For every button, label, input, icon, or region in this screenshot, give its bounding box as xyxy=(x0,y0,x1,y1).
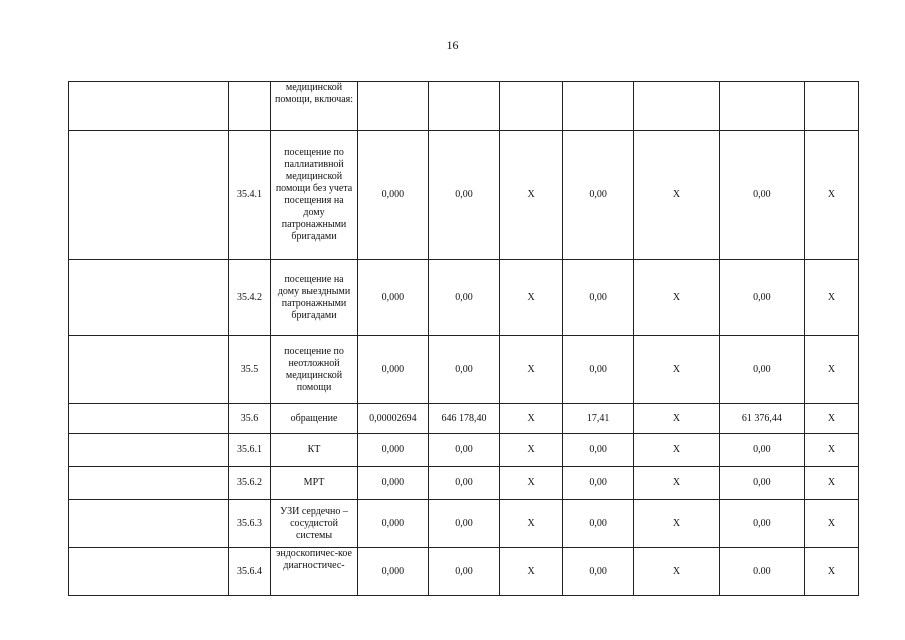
row-name-cell: эндоскопичес-кое диагностичес- xyxy=(271,548,357,596)
blank-cell xyxy=(69,131,229,260)
value-cell: X xyxy=(500,260,563,336)
row-id-cell: 35.4.1 xyxy=(228,131,271,260)
value-cell: 0,00 xyxy=(428,548,499,596)
value-cell xyxy=(357,82,428,131)
table-row xyxy=(69,434,859,467)
value-cell: 0,00 xyxy=(719,336,804,404)
table-row xyxy=(69,467,859,500)
value-cell xyxy=(719,82,804,131)
value-cell: 0,00 xyxy=(428,467,499,500)
value-cell xyxy=(428,82,499,131)
table-row xyxy=(69,500,859,548)
value-cell: 0,00 xyxy=(563,260,634,336)
blank-cell xyxy=(69,404,229,434)
blank-cell xyxy=(69,548,229,596)
value-cell: 0,00 xyxy=(719,434,804,467)
value-cell: 646 178,40 xyxy=(428,404,499,434)
value-cell: X xyxy=(500,404,563,434)
value-cell: 0,00 xyxy=(719,131,804,260)
value-cell: X xyxy=(805,336,859,404)
value-cell: 0,000 xyxy=(357,500,428,548)
value-cell: X xyxy=(500,467,563,500)
row-name-cell: посещение по неотложной медицинской помощи xyxy=(271,336,357,404)
row-id-cell: 35.5 xyxy=(228,336,271,404)
value-cell: X xyxy=(805,548,859,596)
value-cell: 0,00 xyxy=(428,336,499,404)
row-name-cell: посещение по паллиативной медицинской помощи без учета посещения на дому патронажными бригадами xyxy=(271,131,357,260)
value-cell: X xyxy=(634,131,719,260)
value-cell: 0,00 xyxy=(428,260,499,336)
blank-cell xyxy=(69,260,229,336)
value-cell: X xyxy=(805,467,859,500)
table-row xyxy=(69,131,859,260)
row-id-cell xyxy=(228,82,271,131)
table-row xyxy=(69,336,859,404)
value-cell xyxy=(805,82,859,131)
row-name-cell: медицинской помощи, включая: xyxy=(271,82,357,131)
value-cell: 0,00 xyxy=(719,467,804,500)
row-name-cell: посещение на дому выездными патронажными бригадами xyxy=(271,260,357,336)
value-cell: 0,00 xyxy=(563,336,634,404)
blank-cell xyxy=(69,434,229,467)
value-cell: 0,000 xyxy=(357,548,428,596)
value-cell: X xyxy=(634,500,719,548)
row-id-cell: 35.6.4 xyxy=(228,548,271,596)
row-name-cell: УЗИ сердечно – сосудистой системы xyxy=(271,500,357,548)
value-cell: 0,00 xyxy=(563,434,634,467)
value-cell: X xyxy=(805,434,859,467)
value-cell: 0,00 xyxy=(563,467,634,500)
value-cell: X xyxy=(634,467,719,500)
value-cell: 0,00 xyxy=(563,548,634,596)
row-id-cell: 35.6.2 xyxy=(228,467,271,500)
value-cell: 0,00 xyxy=(428,434,499,467)
value-cell: 0,00 xyxy=(719,260,804,336)
value-cell: X xyxy=(805,404,859,434)
data-table xyxy=(68,81,859,596)
row-id-cell: 35.6.1 xyxy=(228,434,271,467)
page-number: 16 xyxy=(446,38,459,52)
value-cell: X xyxy=(805,500,859,548)
table-row xyxy=(69,260,859,336)
row-id-cell: 35.4.2 xyxy=(228,260,271,336)
value-cell: X xyxy=(500,500,563,548)
value-cell: X xyxy=(634,336,719,404)
value-cell: 0.00 xyxy=(719,548,804,596)
value-cell: X xyxy=(634,434,719,467)
table-row xyxy=(69,548,859,596)
row-name-cell: КТ xyxy=(271,434,357,467)
value-cell xyxy=(634,82,719,131)
value-cell: 0,000 xyxy=(357,260,428,336)
value-cell: X xyxy=(634,548,719,596)
value-cell: 0,000 xyxy=(357,131,428,260)
value-cell: X xyxy=(500,434,563,467)
value-cell xyxy=(563,82,634,131)
value-cell xyxy=(500,82,563,131)
value-cell: 0,000 xyxy=(357,434,428,467)
blank-cell xyxy=(69,500,229,548)
blank-cell xyxy=(69,336,229,404)
row-id-cell: 35.6.3 xyxy=(228,500,271,548)
value-cell: X xyxy=(805,260,859,336)
value-cell: 0,00 xyxy=(719,500,804,548)
table-row xyxy=(69,82,859,131)
value-cell: 0,00002694 xyxy=(357,404,428,434)
value-cell: 61 376,44 xyxy=(719,404,804,434)
value-cell: X xyxy=(500,336,563,404)
value-cell: 0,00 xyxy=(563,131,634,260)
value-cell: 0,00 xyxy=(428,500,499,548)
blank-cell xyxy=(69,82,229,131)
value-cell: X xyxy=(634,260,719,336)
value-cell: 17,41 xyxy=(563,404,634,434)
value-cell: 0,000 xyxy=(357,467,428,500)
row-id-cell: 35.6 xyxy=(228,404,271,434)
value-cell: X xyxy=(500,131,563,260)
table-row xyxy=(69,404,859,434)
row-name-cell: МРТ xyxy=(271,467,357,500)
value-cell: 0,00 xyxy=(428,131,499,260)
blank-cell xyxy=(69,467,229,500)
value-cell: X xyxy=(500,548,563,596)
value-cell: 0,000 xyxy=(357,336,428,404)
row-name-cell: обращение xyxy=(271,404,357,434)
value-cell: X xyxy=(805,131,859,260)
value-cell: X xyxy=(634,404,719,434)
value-cell: 0,00 xyxy=(563,500,634,548)
